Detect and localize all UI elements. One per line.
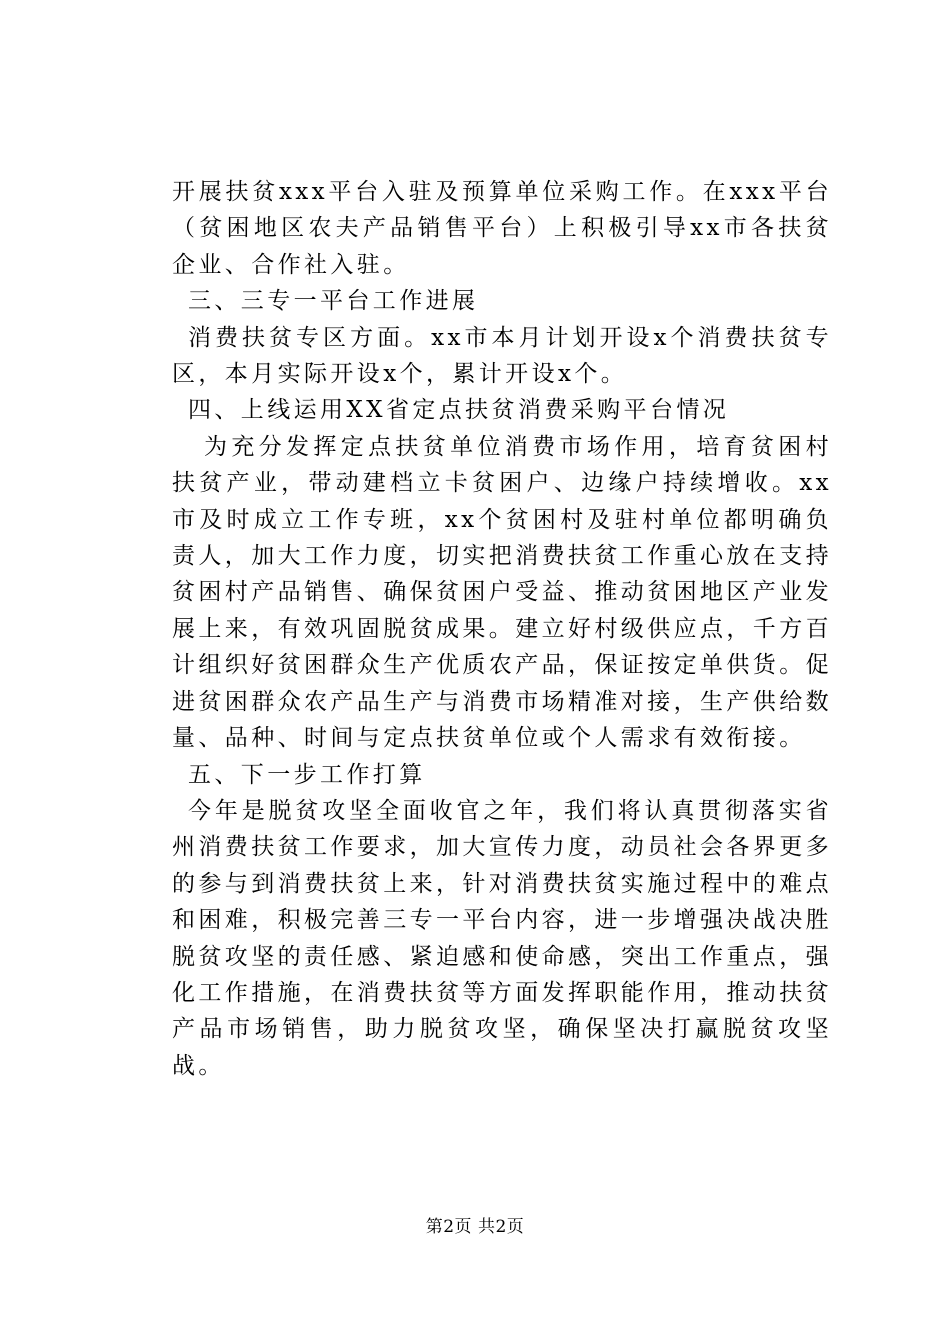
body-paragraph: 消费扶贫专区方面。xx市本月计划开设x个消费扶贫专区，本月实际开设x个，累计开设x个。 [172, 324, 832, 388]
section-heading: 四、上线运用XX省定点扶贫消费采购平台情况 [188, 397, 730, 424]
section-heading: 五、下一步工作打算 [188, 761, 426, 788]
page-footer: 第2页 共2页 [425, 1217, 525, 1237]
section-heading: 三、三专一平台工作进展 [188, 288, 479, 315]
body-paragraph: 今年是脱贫攻坚全面收官之年，我们将认真贯彻落实省州消费扶贫工作要求，加大宣传力度，动员社会各界更多的参与到消费扶贫上来，针对消费扶贫实施过程中的难点和困难，积极完善三专一平台内容，进一步增强决战决胜脱贫攻坚的责任感、紧迫感和使命感，突出工作重点，强化工作措施，在消费扶贫等方面发挥职能作用，推动扶贫产品市场销售，助力脱贫攻坚，确保坚决打赢脱贫攻坚战。 [172, 797, 832, 1079]
body-paragraph: 开展扶贫xxx平台入驻及预算单位采购工作。在xxx平台（贫困地区农夫产品销售平台）上积极引导xx市各扶贫企业、合作社入驻。 [172, 179, 832, 278]
document-body [172, 174, 832, 1084]
body-paragraph: 为充分发挥定点扶贫单位消费市场作用，培育贫困村扶贫产业，带动建档立卡贫困户、边缘户持续增收。xx市及时成立工作专班，xx个贫困村及驻村单位都明确负责人，加大工作力度，切实把消费扶贫工作重心放在支持贫困村产品销售、确保贫困户受益、推动贫困地区产业发展上来，有效巩固脱贫成果。建立好村级供应点，千方百计组织好贫困群众生产优质农产品，保证按定单供货。促进贫困群众农产品生产与消费市场精准对接，生产供给数量、品种、时间与定点扶贫单位或个人需求有效衔接。 [172, 433, 832, 752]
